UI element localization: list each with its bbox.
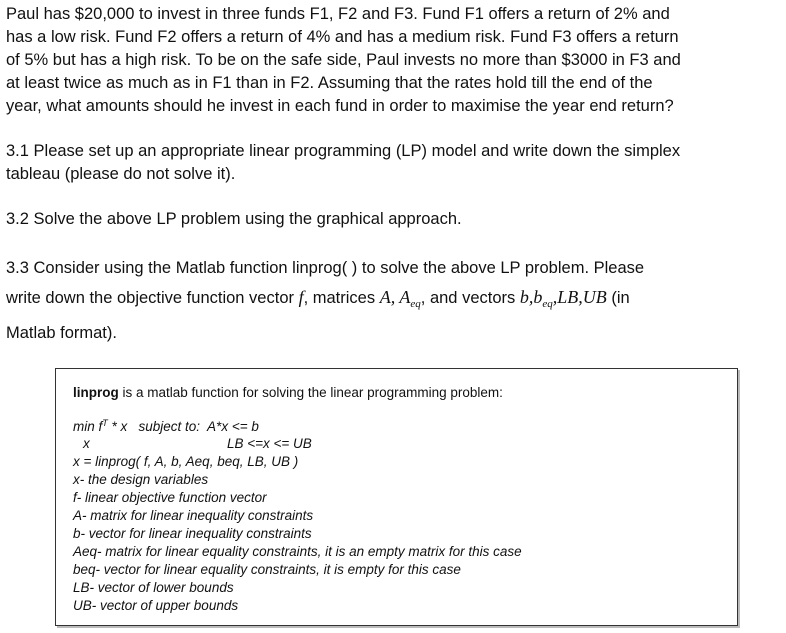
problem-statement — [6, 3, 681, 118]
math-beq-subscript: eq — [542, 298, 553, 310]
linprog-call: x = linprog( f, A, b, Aeq, beq, LB, UB ) — [73, 454, 299, 469]
definition-line: LB- vector of lower bounds — [73, 580, 234, 595]
bounds-constraint: LB <=x <= UB — [227, 436, 312, 451]
text-span: write down the objective function vector — [6, 289, 299, 307]
math-Aeq: A — [399, 287, 411, 307]
math-beq: b — [533, 287, 543, 307]
definition-line: UB- vector of upper bounds — [73, 598, 239, 613]
text-line: 3.3 Consider using the Matlab function linprog( ) to solve the above LP problem. Please — [6, 259, 645, 277]
text-line: year, what amounts should he invest in each fund in order to maximise the year end return? — [6, 97, 674, 115]
text-line — [6, 283, 644, 319]
text-line: of 5% but has a high risk. To be on the safe side, Paul invests no more than $3000 in F3 and — [6, 51, 681, 69]
definition-line: x- the design variables — [73, 472, 209, 487]
math-sep: , — [578, 287, 583, 307]
text-line: Matlab format). — [6, 324, 117, 342]
math-LB: LB — [557, 287, 579, 307]
objective-min: min f — [73, 419, 103, 434]
text-line: Paul has $20,000 to invest in three funds F1, F2 and F3. Fund F1 offers a return of 2% and — [6, 5, 670, 23]
text-span: (in — [606, 289, 630, 307]
text-line: 3.2 Solve the above LP problem using the graphical approach. — [6, 210, 462, 228]
text-span: , and vectors — [420, 289, 520, 307]
question-3-2 — [6, 208, 462, 231]
objective-line — [73, 418, 259, 434]
definition-line: Aeq- matrix for linear equality constraints, it is an empty matrix for this case — [73, 544, 522, 559]
info-heading — [73, 385, 503, 400]
math-A: A — [379, 287, 391, 307]
objective-transpose: T — [102, 418, 108, 428]
text-line: has a low risk. Fund F2 offers a return of 4% and has a medium risk. Fund F3 offers a return — [6, 28, 679, 46]
definition-line: A- matrix for linear inequality constraints — [73, 508, 314, 523]
math-b: b — [519, 287, 529, 307]
text-line: tableau (please do not solve it). — [6, 165, 236, 183]
question-3-3 — [6, 254, 644, 348]
definition-line: f- linear objective function vector — [73, 490, 267, 505]
math-UB: UB — [582, 287, 607, 307]
definition-line: beq- vector for linear equality constraints, it is empty for this case — [73, 562, 461, 577]
math-f: f — [298, 287, 304, 307]
math-sep: , — [390, 287, 400, 307]
info-heading-bold: linprog — [73, 385, 119, 400]
min-variable-label: x — [83, 436, 90, 451]
math-Aeq-subscript: eq — [410, 298, 421, 310]
info-heading-text: is a matlab function for solving the linear programming problem: — [118, 385, 503, 400]
math-sep: , — [528, 287, 534, 307]
question-3-1 — [6, 140, 680, 186]
definition-line: b- vector for linear inequality constraints — [73, 526, 312, 541]
text-span: , matrices — [303, 289, 380, 307]
text-line: 3.1 Please set up an appropriate linear programming (LP) model and write down the simplex — [6, 142, 681, 160]
linprog-info-box — [55, 368, 738, 626]
text-line: at least twice as much as in F1 than in F2. Assuming that the rates hold till the end of the — [6, 74, 653, 92]
math-sep: , — [552, 287, 558, 307]
objective-rest: * x subject to: A*x <= b — [107, 419, 259, 434]
